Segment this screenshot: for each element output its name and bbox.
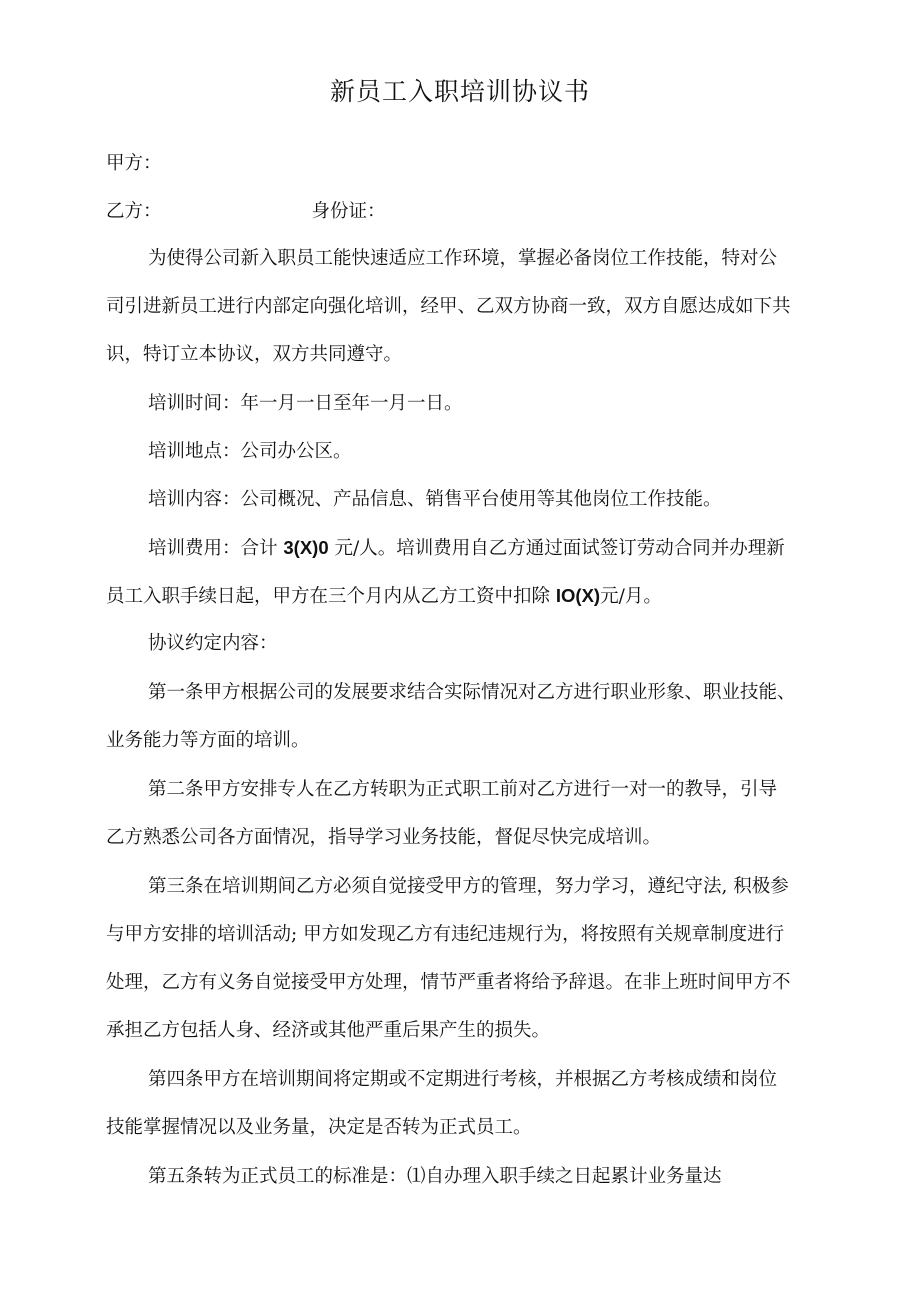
article-3-line: 第三条在培训期间乙方必须自觉接受甲方的管理，努力学习，遵纪守法, 积极参: [148, 876, 789, 897]
intro-line: 司引进新员工进行内部定向强化培训，经甲、乙双方协商一致，双方自愿达成如下共: [106, 296, 791, 317]
agreement-heading: 协议约定内容：: [148, 633, 278, 654]
training-fee-line: [106, 583, 662, 610]
article-3-line: 承担乙方包括人身、经济或其他严重后果产生的损失。: [106, 1020, 551, 1041]
fee-prefix: 培训费用：合计: [148, 538, 284, 559]
intro-line: 为使得公司新入职员工能快速适应工作环境，掌握必备岗位工作技能，特对公: [148, 248, 778, 269]
training-content: 培训内容：公司概况、产品信息、销售平台使用等其他岗位工作技能。: [148, 489, 722, 510]
fee-deduct-prefix: 员工入职手续日起，甲方在三个月内从乙方工资中扣除: [106, 586, 556, 607]
fee-suffix: 元/人。培训费用自乙方通过面试签订劳动合同并办理新: [328, 538, 785, 559]
training-fee-line: [148, 535, 785, 562]
party-b-line: [106, 199, 386, 225]
article-3-line: 处理，乙方有义务自觉接受甲方处理，情节严重者将给予辞退。在非上班时间甲方不: [106, 972, 791, 993]
fee-deduct-suffix: 元/月。: [600, 586, 662, 607]
article-3-line: 与甲方安排的培训活动; 甲方如发现乙方有违纪违规行为，将按照有关规章制度进行: [106, 924, 785, 945]
training-place: 培训地点：公司办公区。: [148, 441, 352, 462]
training-time: 培训时间：年一月一日至年一月一日。: [148, 393, 463, 414]
article-1-line: 第一条甲方根据公司的发展要求结合实际情况对乙方进行职业形象、职业技能、: [148, 682, 796, 703]
article-5-line: 第五条转为正式员工的标准是：⑴自办理入职手续之日起累计业务量达: [148, 1166, 722, 1187]
article-1-line: 业务能力等方面的培训。: [106, 730, 310, 751]
fee-amount: 3(X)0: [283, 537, 329, 558]
party-a-line: [106, 151, 162, 177]
party-a-label: 甲方：: [106, 153, 162, 174]
article-2-line: 第二条甲方安排专人在乙方转职为正式职工前对乙方进行一对一的教导，引导: [148, 779, 778, 800]
article-2-line: 乙方熟悉公司各方面情况，指导学习业务技能，督促尽快完成培训。: [106, 827, 662, 848]
intro-line: 识，特订立本协议，双方共同遵守。: [106, 344, 403, 365]
party-b-label: 乙方：: [106, 201, 162, 222]
fee-monthly-amount: IO(X): [555, 585, 601, 606]
article-4-line: 技能掌握情况以及业务量，决定是否转为正式员工。: [106, 1117, 532, 1138]
document-title: 新员工入职培训协议书: [329, 77, 590, 106]
article-4-line: 第四条甲方在培训期间将定期或不定期进行考核，并根据乙方考核成绩和岗位: [148, 1069, 778, 1090]
id-card-label: 身份证：: [311, 201, 386, 222]
